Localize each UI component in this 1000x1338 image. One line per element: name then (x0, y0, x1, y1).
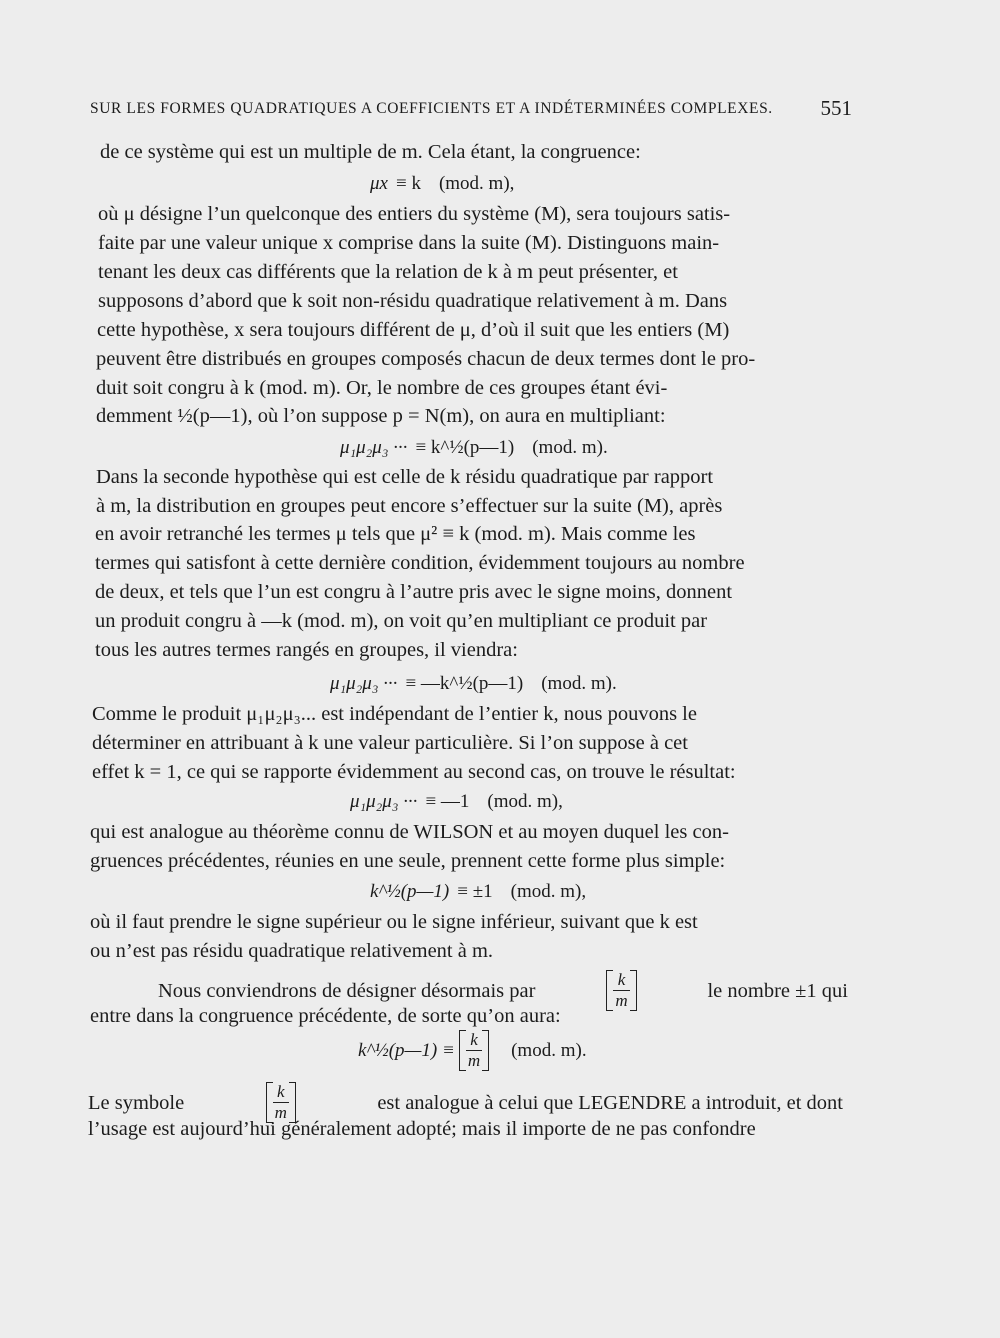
text-line: termes qui satisfont à cette dernière condition, évidemment toujours au nombre (95, 552, 745, 574)
text-line: ou n’est pas résidu quadratique relativement à m. (90, 940, 494, 962)
formula-lhs: k^½(p—1) (370, 881, 450, 902)
formula-mod: (mod. m), (510, 881, 587, 902)
symbol-denominator: m (274, 1103, 287, 1122)
text-line: de deux, et tels que l’un est congru à l’autre pris avec le signe moins, donnent (95, 581, 733, 603)
symbol-numerator: k (466, 1030, 482, 1051)
formula-mod: (mod. m). (541, 673, 617, 694)
text-line: qui est analogue au théorème connu de WILSON et au moyen duquel les con- (90, 821, 729, 843)
text-fragment: Nous conviendrons de désigner désormais par (158, 979, 536, 1002)
formula-lhs: μ₁μ₂μ₃ ··· (340, 437, 408, 458)
text-line: un produit congru à —k (mod. m), on voit qu’en multipliant ce produit par (95, 610, 708, 632)
text-fragment: est analogue à celui que LEGENDRE a introduit, et dont (377, 1091, 843, 1114)
text-line: tous les autres termes rangés en groupes, il viendra: (95, 639, 518, 661)
page-number: 551 (820, 96, 852, 120)
text-line: entre dans la congruence précédente, de sorte qu’on aura: (90, 1005, 561, 1027)
text-fragment: le nombre ±1 qui (707, 979, 848, 1002)
formula-mod: (mod. m), (438, 173, 515, 194)
formula-symbol-definition (358, 1030, 587, 1071)
text-line: effet k = 1, ce qui se rapporte évidemment au second cas, on trouve le résultat: (92, 761, 736, 783)
text-line: à m, la distribution en groupes peut encore s’effectuer sur la suite (M), après (96, 495, 723, 517)
text-line: tenant les deux cas différents que la relation de k à m peut présenter, et (98, 261, 678, 283)
text-line: l’usage est aujourd’hui généralement adopté; mais il importe de ne pas confondre (88, 1118, 756, 1140)
text-fragment: Le symbole (88, 1091, 185, 1114)
text-line: Comme le produit μ₁μ₂μ₃... est indépendant de l’entier k, nous pouvons le (92, 703, 697, 725)
text-line: en avoir retranché les termes μ tels que μ² ≡ k (mod. m). Mais comme les (95, 523, 696, 545)
symbol-numerator: k (613, 970, 629, 991)
symbol-denominator: m (615, 991, 628, 1010)
text-line: supposons d’abord que k soit non-résidu quadratique relativement à m. Dans (98, 290, 728, 312)
formula-mod: (mod. m), (487, 791, 563, 812)
formula-rhs: ≡ —1 (425, 791, 470, 812)
formula-rhs: ≡ k^½(p—1) (415, 437, 515, 458)
symbol-numerator: k (273, 1082, 289, 1103)
formula-lhs: μ₁μ₂μ₃ ··· (330, 673, 398, 694)
formula-mod: (mod. m). (511, 1039, 587, 1061)
text-line: faite par une valeur unique x comprise dans la suite (M). Distinguons main- (98, 232, 720, 254)
formula-lhs: k^½(p—1) ≡ (358, 1039, 455, 1061)
symbol-denominator: m (467, 1051, 481, 1070)
text-line: où μ désigne l’un quelconque des entiers du système (M), sera toujours satis- (98, 203, 731, 225)
text-line: gruences précédentes, réunies en une seule, prennent cette forme plus simple: (90, 850, 726, 872)
formula-combined (370, 880, 586, 904)
formula-rhs: ≡ ±1 (457, 881, 493, 902)
formula-lhs: μx (370, 173, 388, 194)
text-line: peuvent être distribués en groupes composés chacun de deux termes dont le pro- (96, 348, 756, 370)
formula-mod: (mod. m). (532, 437, 608, 458)
formula-rhs: ≡ k (395, 173, 421, 194)
text-line: duit soit congru à k (mod. m). Or, le nombre de ces groupes étant évi- (96, 377, 668, 399)
formula-product-nonresidue (340, 436, 608, 460)
text-line: Dans la seconde hypothèse qui est celle de k résidu quadratique par rapport (96, 466, 714, 488)
text-line: demment ½(p—1), où l’on suppose p = N(m), on aura en multipliant: (96, 405, 666, 427)
text-line: de ce système qui est un multiple de m. Cela étant, la congruence: (100, 141, 641, 163)
text-line: déterminer en attribuant à k une valeur particulière. Si l’on suppose à cet (92, 732, 688, 754)
page-header (90, 96, 852, 120)
legendre-symbol (459, 1030, 489, 1071)
text-line: où il faut prendre le signe supérieur ou le signe inférieur, suivant que k est (90, 911, 698, 933)
formula-rhs: ≡ —k^½(p—1) (405, 673, 524, 694)
text-line: cette hypothèse, x sera toujours différent de μ, d’où il suit que les entiers (M) (97, 319, 730, 341)
formula-wilson (350, 790, 563, 814)
formula-product-residue (330, 672, 617, 696)
formula-lhs: μ₁μ₂μ₃ ··· (350, 791, 418, 812)
formula-congruence (370, 172, 514, 196)
running-head: SUR LES FORMES QUADRATIQUES A COEFFICIENTS ET A INDÉTERMINÉES COMPLEXES. (90, 100, 773, 117)
